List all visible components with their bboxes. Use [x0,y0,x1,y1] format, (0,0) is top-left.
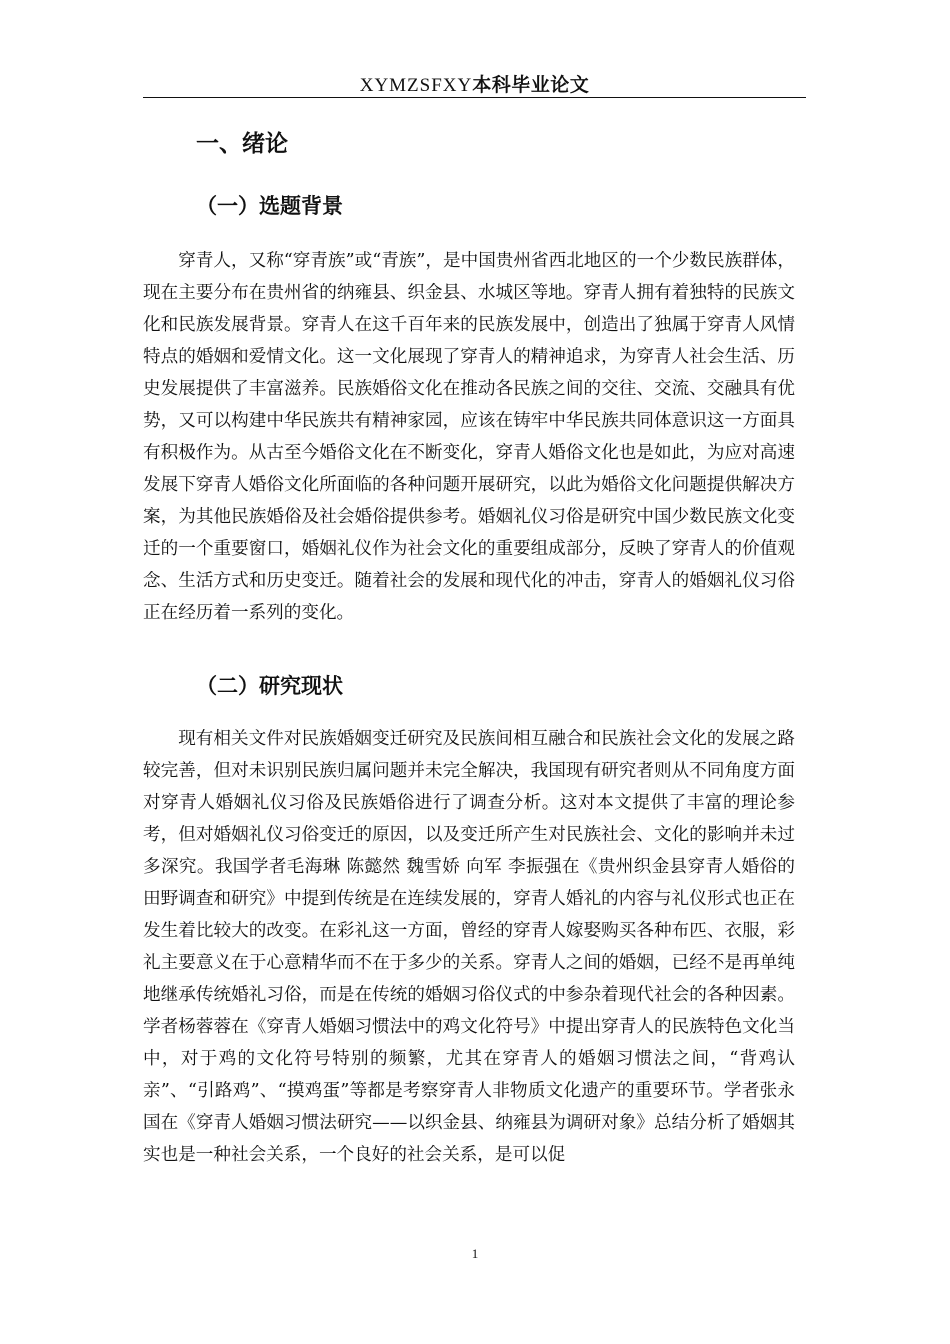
page-number: 1 [471,1246,479,1261]
section-heading-research-status: （二）研究现状 [196,674,343,698]
running-header [143,72,806,99]
header-rule [143,97,806,98]
paragraph-background: 穿青人，又称“穿青族”或“青族”，是中国贵州省西北地区的一个少数民族群体，现在主要分布在贵州省的纳雍县、织金县、水城区等地。穿青人拥有着独特的民族文化和民族发展背景。穿青人在这千百年来的民族发展中，创造出了独属于穿青人风情特点的婚姻和爱情文化。这一文化展现了穿青人的精神追求，为穿青人社会生活、历史发展提供了丰富滋养。民族婚俗文化在推动各民族之间的交往、交流、交融具有优势，又可以构建中华民族共有精神家园，应该在铸牢中华民族共同体意识这一方面具有积极作为。从古至今婚俗文化在不断变化，穿青人婚俗文化也是如此，为应对高速发展下穿青人婚俗文化所面临的各种问题开展研究，以此为婚俗文化问题提供解决方案，为其他民族婚俗及社会婚俗提供参考。婚姻礼仪习俗是研究中国少数民族文化变迁的一个重要窗口，婚姻礼仪作为社会文化的重要组成部分，反映了穿青人的价值观念、生活方式和历史变迁。随着社会的发展和现代化的冲击，穿青人的婚姻礼仪习俗正在经历着一系列的变化。 [143,251,795,623]
header-code: XYMZSFXY [359,75,473,96]
paragraph-research-status: 现有相关文件对民族婚姻变迁研究及民族间相互融合和民族社会文化的发展之路较完善，但对未识别民族归属问题并未完全解决，我国现有研究者则从不同角度方面对穿青人婚姻礼仪习俗及民族婚俗进行了调查分析。这对本文提供了丰富的理论参考，但对婚姻礼仪习俗变迁的原因，以及变迁所产生对民族社会、文化的影响并未过多深究。我国学者毛海琳 陈懿然 魏雪娇 向军 李振强在《贵州织金县穿青人婚俗的田野调查和研究》中提到传统是在连续发展的，穿青人婚礼的内容与礼仪形式也正在发生着比较大的改变。在彩礼这一方面，曾经的穿青人嫁娶购买各种布匹、衣服，彩礼主要意义在于心意精华而不在于多少的关系。穿青人之间的婚姻，已经不是再单纯地继承传统婚礼习俗，而是在传统的婚姻习俗仪式的中参杂着现代社会的各种因素。学者杨蓉蓉在《穿青人婚姻习惯法中的鸡文化符号》中提出穿青人的民族特色文化当中，对于鸡的文化符号特别的频繁，尤其在穿青人的婚姻习惯法之间，“背鸡认亲”、“引路鸡”、“摸鸡蛋”等都是考察穿青人非物质文化遗产的重要环节。学者张永国在《穿青人婚姻习惯法研究——以织金县、纳雍县为调研对象》总结分析了婚姻其实也是一种社会关系，一个良好的社会关系，是可以促 [143,729,795,1165]
header-title: 本科毕业论文 [472,74,590,96]
section-heading-background: （一）选题背景 [196,194,343,218]
chapter-title: 一、绪论 [196,131,288,157]
